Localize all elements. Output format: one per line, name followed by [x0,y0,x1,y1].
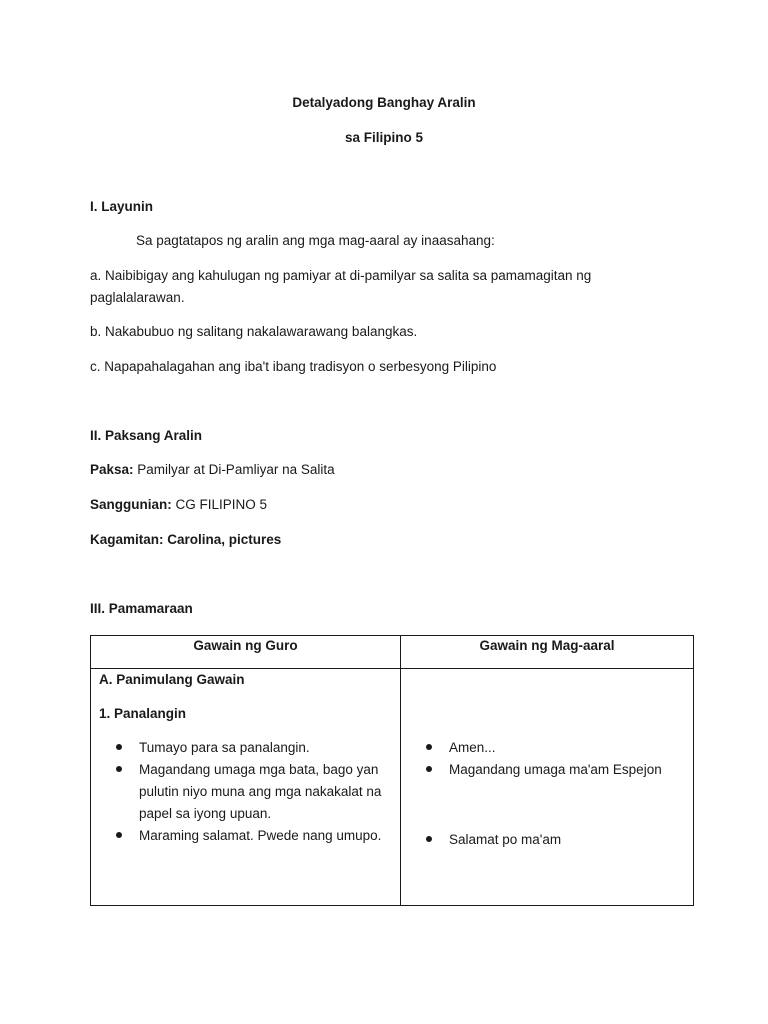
bullet-icon [426,766,432,772]
layunin-item-c: c. Napapahalagahan ang iba't ibang tradisyon o serbesyong Pilipino [90,359,497,374]
list-item [97,759,393,825]
list-item [97,737,393,759]
paksa-line [90,461,335,479]
magaaral-cell [401,669,694,906]
table-row [91,669,694,906]
paksa-label: Paksa: [90,462,134,477]
list-item-text: Magandang umaga mga bata, bago yan pulutin niyo muna ang mga nakakalat na papel sa iyong upuan. [139,762,382,821]
layunin-item-a-line1: a. Naibibigay ang kahulugan ng pamiyar at di-pamilyar sa salita sa pamamagitan ng [90,268,592,283]
paksang-aralin-heading: II. Paksang Aralin [90,428,203,443]
kagamitan-value: Carolina, pictures [163,532,282,547]
bullet-icon [116,766,122,772]
layunin-intro: Sa pagtatapos ng aralin ang mga mag-aaral ay inaasahang: [136,233,495,248]
list-item [407,737,687,759]
list-item [97,825,393,847]
list-item-text: Maraming salamat. Pwede nang umupo. [139,828,382,843]
document-subtitle: sa Filipino 5 [344,130,423,145]
list-item [407,829,687,851]
document-title: Detalyadong Banghay Aralin [292,95,476,110]
bullet-icon [116,744,122,750]
guro-cell [91,669,401,906]
list-item-text: Amen... [449,740,496,755]
sanggunian-value: CG FILIPINO 5 [171,497,268,512]
list-item-text: Salamat po ma'am [449,832,562,847]
list-item-text: Magandang umaga ma'am Espejon [449,762,662,777]
paksa-value: Pamilyar at Di-Pamliyar na Salita [133,462,335,477]
pamamaraan-heading: III. Pamamaraan [90,601,193,616]
section-title: A. Panimulang Gawain [99,672,245,687]
layunin-item-b: b. Nakabubuo ng salitang nakalawarawang balangkas. [90,324,418,339]
guro-list [97,737,393,847]
sanggunian-label: Sanggunian: [90,497,172,512]
subsection-title: 1. Panalangin [99,706,187,721]
layunin-item-a-line2: paglalalarawan. [90,290,185,305]
magaaral-list [407,737,687,851]
sanggunian-line [90,496,267,514]
column-header-magaaral: Gawain ng Mag-aaral [401,636,694,669]
table-header-row [91,636,694,669]
layunin-heading: I. Layunin [90,199,154,214]
bullet-icon [426,836,432,842]
bullet-icon [426,744,432,750]
list-item-text: Tumayo para sa panalangin. [139,740,310,755]
column-header-guro: Gawain ng Guro [91,636,401,669]
bullet-icon [116,832,122,838]
list-item [407,759,687,781]
kagamitan-label: Kagamitan: [90,532,164,547]
pamamaraan-table [90,635,694,906]
kagamitan-line [90,531,281,549]
